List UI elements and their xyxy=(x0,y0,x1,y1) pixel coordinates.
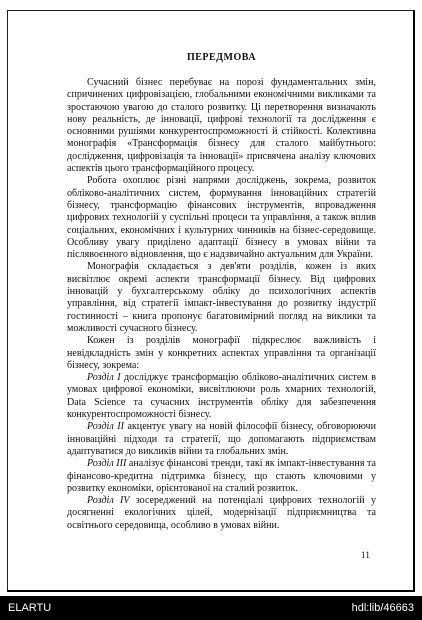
section-4-text: зосереджений на потенціалі цифрових технологій у досягненні екологічних цілей, модернізації підприємництва та освітнього середовища, особливо в умовах війни. xyxy=(67,495,376,531)
paragraph-section-4 xyxy=(67,495,376,532)
paragraph-2 xyxy=(67,175,376,261)
paragraph-section-1 xyxy=(67,372,376,421)
paragraph-3 xyxy=(67,261,376,335)
section-2-text: акцентує увагу на новій філософії бізнесу, обговорюючи інноваційні підходи та стратегії, що допомагають підприємствам адаптуватися до викликів війни та глобальних змін. xyxy=(67,421,376,457)
section-4-label: Розділ IV xyxy=(87,495,130,507)
paragraph-1 xyxy=(67,77,376,175)
paragraph-3-text: Монографія складається з дев'яти розділів, кожен із яких висвітлює окремі аспекти трансформації бізнесу. Від цифрових інновацій у бухгалтерському обліку до психологічних аспектів управління, від стратегії імпакт-інвестування до розвитку індустрії гостинності – книга пропонує багатовимірний погляд на виклики та можливості сучасного бізнесу. xyxy=(67,261,376,334)
paragraph-section-2 xyxy=(67,421,376,458)
section-1-label: Розділ I xyxy=(87,372,121,384)
section-1-text: досліджує трансформацію обліково-аналітичних систем в умовах цифрової економіки, висвітлюючи роль хмарних технологій, Data Science та сучасних інструментів обліку для забезпечення конкурентоспроможності бізнесу. xyxy=(67,372,376,421)
paragraph-section-3 xyxy=(67,458,376,495)
footer-bar xyxy=(0,596,422,620)
section-3-text: аналізує фінансові тренди, такі як імпакт-інвестування та фінансово-кредитна підтримка бізнесу, що стають ключовими у розвитку економіки, орієнтованої на сталий розвиток. xyxy=(67,458,376,494)
footer-source-label: ELARTU xyxy=(8,602,52,614)
paragraph-4 xyxy=(67,335,376,372)
page-number: 11 xyxy=(360,551,370,561)
footer-handle-label: hdl:lib/46663 xyxy=(351,602,414,614)
section-2-label: Розділ II xyxy=(87,421,124,433)
section-3-label: Розділ III xyxy=(87,458,127,470)
paragraph-1-text: Сучасний бізнес перебуває на порозі фундаментальних змін, спричинених цифровізацією, глобальними економічними викликами та зростаючою увагою до сталого розвитку. Ці перетворення визначають нову реальність, де інновації, цифрові технології та дослідження є основними рушіями конкурентоспроможності й стійкості. Колективна монографія «Трансформація бізнесу для сталого майбутнього: дослідження, цифровізація та інновації» присвячена аналізу ключових аспектів цього трансформаційного процесу. xyxy=(67,77,376,175)
paragraph-4-text: Кожен із розділів монографії підкреслює важливість і невідкладність змін у конкретних аспектах управління та організації бізнесу, зокрема: xyxy=(67,335,376,371)
paragraph-2-text: Робота охоплює різні напрями досліджень, зокрема, розвиток обліково-аналітичних систем, формування інноваційних стратегій бізнесу, трансформацію фінансових інструментів, впровадження цифрових технологій у суспільні процеси та управління, а також вплив соціальних, економічних і культурних чинників на бізнес-середовище. Особливу увагу приділено адаптації бізнесу в умовах війни та післявоєнного відновлення, що є надзвичайно актуальним для України. xyxy=(67,175,376,261)
page-content xyxy=(67,44,376,532)
document-page xyxy=(7,10,415,592)
page-title: ПЕРЕДМОВА xyxy=(186,52,257,63)
